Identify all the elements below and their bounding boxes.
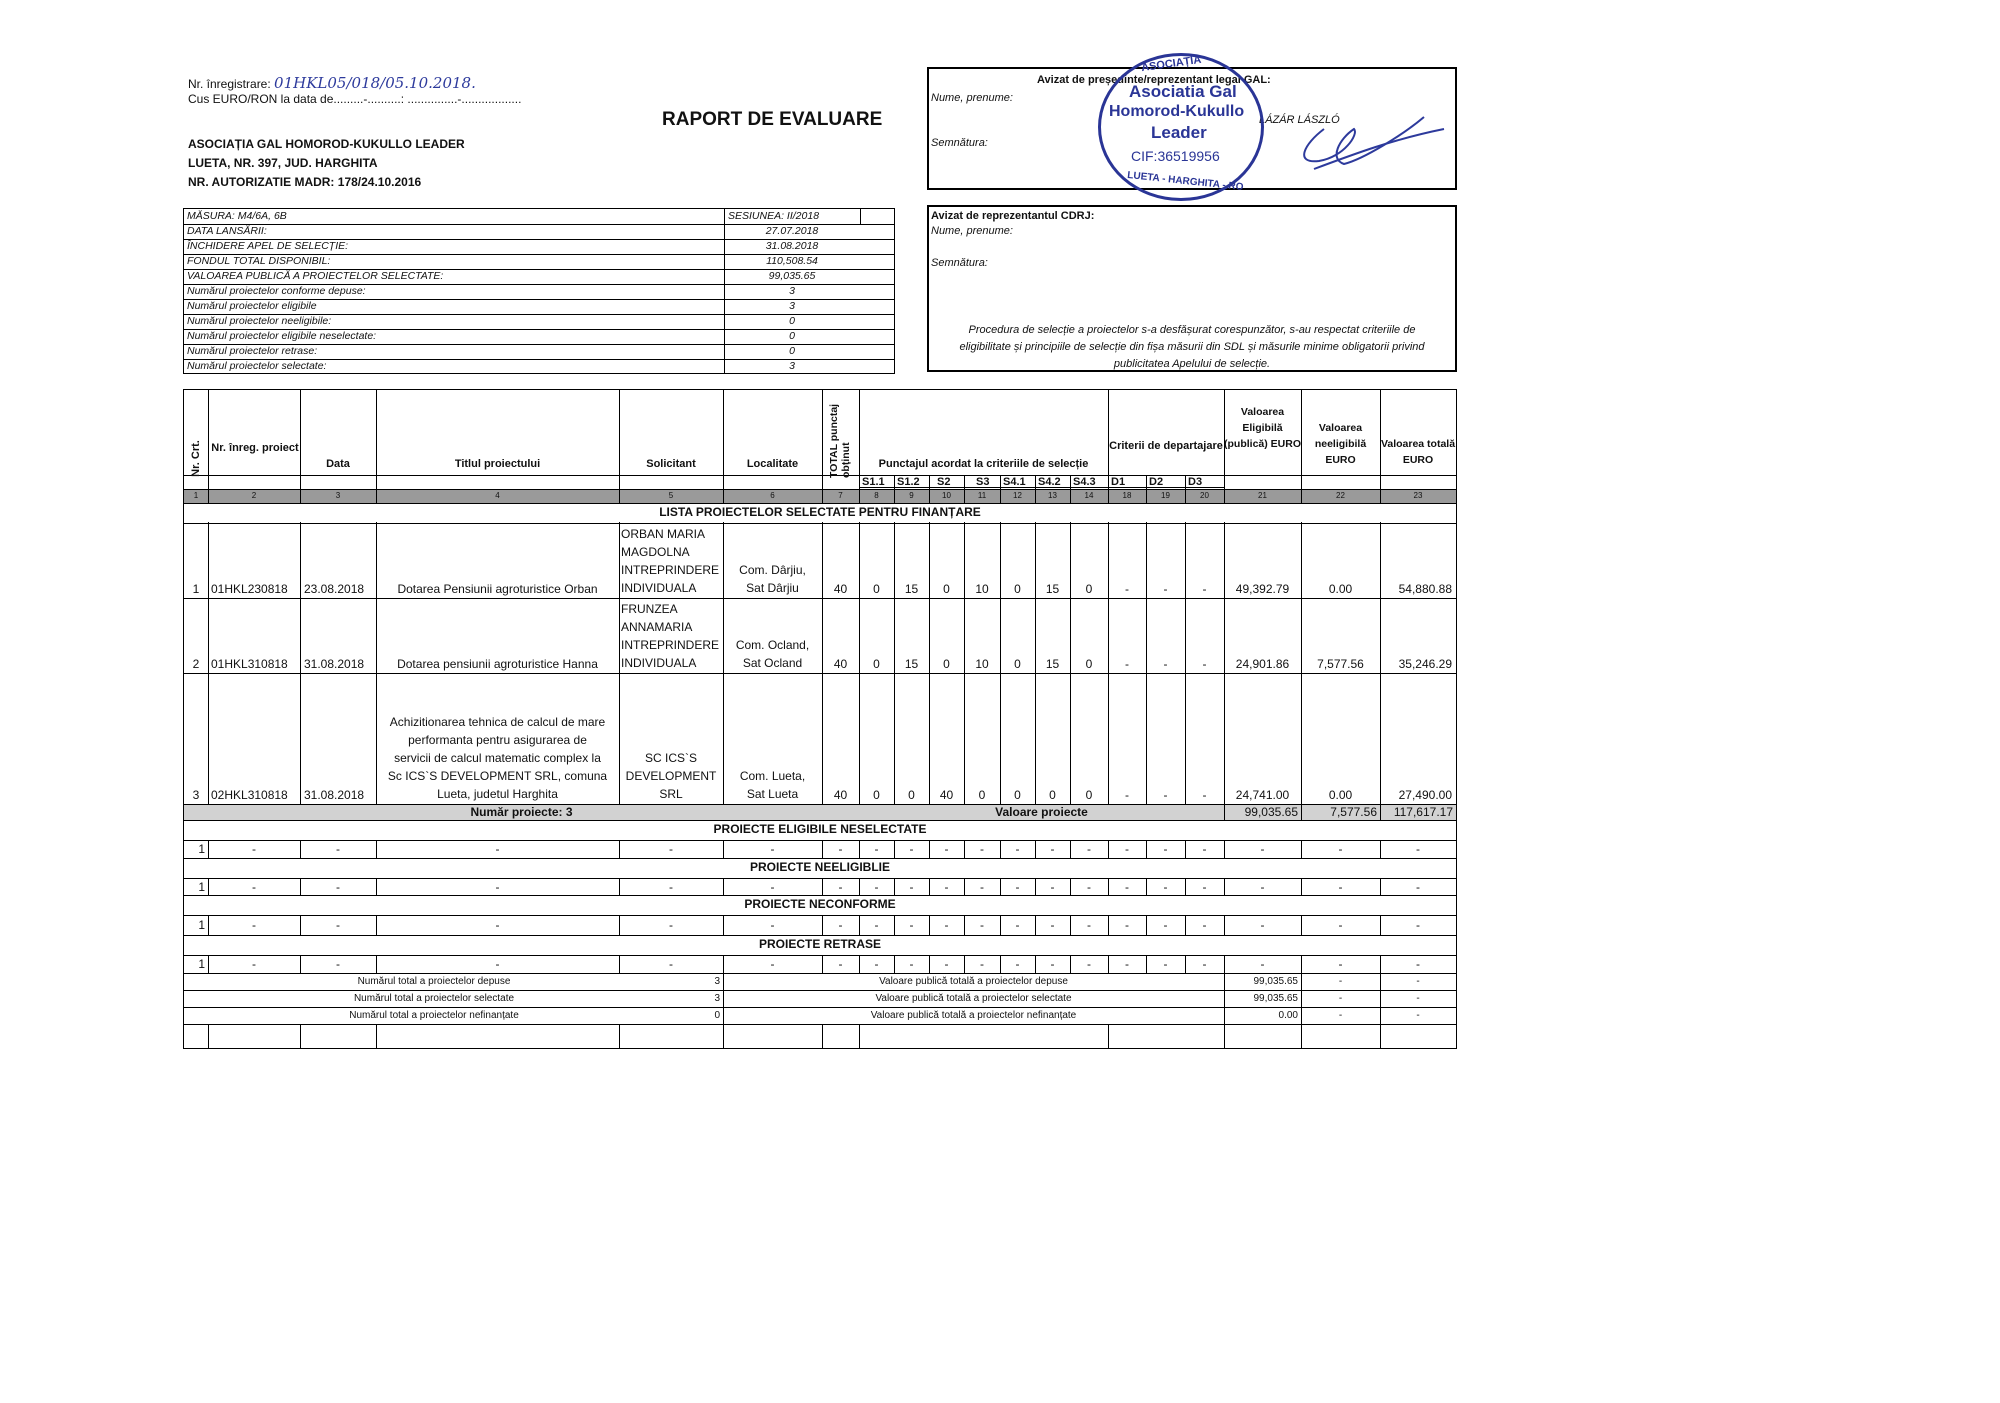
empty-cell: - xyxy=(495,880,500,894)
measure-row-value: 3 xyxy=(789,360,795,372)
organization-stamp xyxy=(1098,53,1264,201)
empty-cell: - xyxy=(336,918,340,932)
header-nr-crt: Nr. Crt. xyxy=(189,440,202,477)
subheader-s3: S3 xyxy=(976,476,990,488)
empty-cell: - xyxy=(874,880,879,894)
value-ineligible: 7,577.56 xyxy=(1317,657,1364,671)
empty-row-nr: 1 xyxy=(198,842,205,856)
empty-cell: - xyxy=(944,880,949,894)
dep-d2: - xyxy=(1163,657,1168,671)
measure-row-label: Numărul proiectelor eligibile xyxy=(187,300,317,312)
project-applicant: FRUNZEA xyxy=(621,602,678,616)
empty-cell: - xyxy=(1338,918,1343,932)
footer-row xyxy=(184,1008,1456,1024)
col-number: 9 xyxy=(909,491,914,500)
empty-cell: - xyxy=(495,957,500,971)
project-locality: Sat Ocland xyxy=(742,656,803,670)
project-date: 31.08.2018 xyxy=(304,657,365,671)
project-locality: Com. Dârjiu, xyxy=(739,563,806,577)
project-nr: 2 xyxy=(192,657,200,671)
summary-ineligible: 7,577.56 xyxy=(1330,805,1377,819)
empty-cell: - xyxy=(1050,957,1055,971)
empty-cell: - xyxy=(1260,842,1265,856)
measure-row-value: 3 xyxy=(789,300,795,312)
footer-dash: - xyxy=(1416,976,1420,987)
project-locality: Com. Ocland, xyxy=(735,638,810,652)
subheader-s4-3: S4.3 xyxy=(1073,476,1096,488)
project-applicant: ANNAMARIA xyxy=(621,620,693,634)
empty-cell: - xyxy=(1202,842,1207,856)
stamp-line-1: Asociatia Gal xyxy=(1129,82,1237,101)
section-ineligible-title: PROIECTE NEELIGIBLIE xyxy=(749,860,890,874)
col-number: 20 xyxy=(1200,491,1209,500)
score-s2: 40 xyxy=(939,788,954,802)
measure-row-value: 0 xyxy=(789,330,795,342)
empty-cell: - xyxy=(1416,918,1420,932)
procedure-line: eligibilitate și principiile de selecție din fișa măsurii din SDL și măsurile minime obligatorii privind xyxy=(959,341,1425,353)
cdrj-title: Avizat de reprezentantul CDRJ: xyxy=(931,210,1095,222)
exchange-rate-line: Cus EURO/RON la data de.........-..........: ...............-.................. xyxy=(188,92,522,106)
empty-cell: - xyxy=(980,957,984,971)
handwritten-signature xyxy=(1284,109,1454,189)
empty-cell: - xyxy=(944,842,949,856)
empty-cell: - xyxy=(1125,880,1129,894)
empty-cell: - xyxy=(980,842,984,856)
empty-cell: - xyxy=(669,842,673,856)
empty-row-nr: 1 xyxy=(198,880,205,894)
project-reg: 01HKL230818 xyxy=(211,582,288,596)
project-value-summary-label: Valoare proiecte xyxy=(995,805,1088,819)
registration-handwritten-value: 01HKL05/018/05.10.2018. xyxy=(274,74,476,92)
empty-cell: - xyxy=(909,842,914,856)
evaluation-table xyxy=(183,389,1457,1049)
project-locality: Sat Dârjiu xyxy=(746,581,799,595)
project-title: Dotarea Pensiunii agroturistice Orban xyxy=(397,582,598,596)
org-address: LUETA, NR. 397, JUD. HARGHITA xyxy=(188,156,378,170)
header-valoare-totala: Valoarea totală EURO xyxy=(1380,438,1456,466)
empty-cell: - xyxy=(1163,957,1168,971)
empty-cell: - xyxy=(1260,880,1265,894)
empty-cell: - xyxy=(1338,842,1343,856)
page-title: RAPORT DE EVALUARE xyxy=(662,109,883,130)
project-applicant: SRL xyxy=(659,787,683,801)
registration-label: Nr. înregistrare: xyxy=(188,77,271,91)
measure-row xyxy=(184,209,894,225)
dep-d2: - xyxy=(1163,582,1168,596)
measure-row-value: 99,035.65 xyxy=(768,270,816,282)
empty-cell: - xyxy=(944,957,949,971)
measure-row-label: ÎNCHIDERE APEL DE SELECȚIE: xyxy=(187,240,349,252)
footer-dash: - xyxy=(1416,993,1420,1004)
section-withdrawn-title: PROIECTE RETRASE xyxy=(758,937,881,951)
empty-cell: - xyxy=(1416,957,1420,971)
dep-d1: - xyxy=(1125,788,1129,802)
score-s4-3: 0 xyxy=(1085,657,1093,671)
score-s1-2: 15 xyxy=(904,582,919,596)
empty-cell: - xyxy=(838,918,843,932)
measure-row-label: Numărul proiectelor eligibile neselectate: xyxy=(187,330,377,342)
gal-approval-title: Avizat de președinte/reprezentant legal GAL: xyxy=(1037,74,1271,86)
header-solicitant: Solicitant xyxy=(646,458,696,470)
footer-dash: - xyxy=(1416,1010,1420,1021)
col-number: 11 xyxy=(977,491,987,500)
empty-cell: - xyxy=(1416,880,1420,894)
empty-cell: - xyxy=(1163,880,1168,894)
project-applicant: INTREPRINDERE xyxy=(621,638,720,652)
col-number: 4 xyxy=(495,491,500,500)
footer-count-label: Numărul total a proiectelor nefinanțate xyxy=(349,1010,519,1021)
table-row xyxy=(184,956,1456,973)
project-total: 40 xyxy=(833,657,848,671)
project-title: servicii de calcul matematic complex la xyxy=(394,751,601,765)
empty-cell: - xyxy=(874,918,879,932)
score-s4-1: 0 xyxy=(1014,788,1021,802)
project-locality: Sat Lueta xyxy=(746,787,799,801)
empty-cell: - xyxy=(669,957,673,971)
project-title: performanta pentru asigurarea de xyxy=(408,733,587,747)
footer-count: 0 xyxy=(714,1010,720,1021)
empty-cell: - xyxy=(1015,842,1020,856)
dep-d2: - xyxy=(1163,788,1168,802)
score-s1-1: 0 xyxy=(873,582,880,596)
empty-cell: - xyxy=(838,842,843,856)
measure-row-value: 0 xyxy=(789,345,795,357)
col-number: 5 xyxy=(668,491,674,500)
col-number: 18 xyxy=(1122,491,1132,500)
dep-d3: - xyxy=(1202,788,1207,802)
procedure-statement xyxy=(929,322,1455,373)
col-number: 1 xyxy=(193,491,199,500)
value-total: 27,490.00 xyxy=(1398,788,1452,802)
empty-cell: - xyxy=(770,842,775,856)
procedure-line: Procedura de selecție a proiectelor s-a desfășurat corespunzător, s-au respectat criteriile de xyxy=(968,324,1416,336)
empty-cell: - xyxy=(874,957,879,971)
empty-row-nr: 1 xyxy=(198,918,205,932)
empty-cell: - xyxy=(669,918,673,932)
empty-cell: - xyxy=(495,842,500,856)
footer-dash: - xyxy=(1338,1010,1343,1021)
empty-cell: - xyxy=(1260,957,1265,971)
project-date: 23.08.2018 xyxy=(304,582,365,596)
empty-cell: - xyxy=(1202,880,1207,894)
score-s4-1: 0 xyxy=(1014,657,1021,671)
empty-cell: - xyxy=(770,880,775,894)
header-nr-inreg: Nr. înreg. proiect xyxy=(211,442,299,454)
empty-cell: - xyxy=(252,918,256,932)
project-applicant: ORBAN MARIA xyxy=(621,527,706,541)
header-criterii: Criterii de departajare xyxy=(1109,440,1223,452)
score-s4-2: 15 xyxy=(1045,657,1060,671)
header-titlu: Titlul proiectului xyxy=(454,458,541,470)
score-s2: 0 xyxy=(943,582,950,596)
score-s4-2: 0 xyxy=(1049,788,1056,802)
empty-cell: - xyxy=(1087,880,1091,894)
value-total: 35,246.29 xyxy=(1398,657,1452,671)
org-name: ASOCIAȚIA GAL HOMOROD-KUKULLO LEADER xyxy=(188,137,465,151)
project-reg: 02HKL310818 xyxy=(211,788,288,802)
project-applicant: INTREPRINDERE xyxy=(621,563,720,577)
empty-cell: - xyxy=(1260,918,1265,932)
col-number: 8 xyxy=(874,491,879,500)
stamp-bottom-text: LUETA - HARGHITA - RO xyxy=(1126,169,1244,194)
score-s1-2: 0 xyxy=(908,788,915,802)
empty-cell: - xyxy=(336,957,340,971)
stamp-line-3: Leader xyxy=(1151,123,1207,142)
empty-cell: - xyxy=(1125,918,1129,932)
footer-value-label: Valoare publică totală a proiectelor nefinanțate xyxy=(870,1010,1077,1021)
score-s2: 0 xyxy=(943,657,950,671)
subheader-s1-1: S1.1 xyxy=(862,476,885,488)
empty-cell: - xyxy=(980,918,984,932)
empty-cell: - xyxy=(669,880,673,894)
value-eligible: 24,741.00 xyxy=(1235,788,1290,802)
project-applicant: SC ICS`S xyxy=(644,751,697,765)
project-reg: 01HKL310818 xyxy=(211,657,288,671)
col-number: 19 xyxy=(1161,491,1170,500)
col-number: 10 xyxy=(942,491,951,500)
cdrj-signature-label: Semnătura: xyxy=(931,257,988,269)
header-localitate: Localitate xyxy=(746,458,799,470)
cdrj-name-label: Nume, prenume: xyxy=(931,225,1013,237)
empty-cell: - xyxy=(1125,957,1129,971)
value-eligible: 24,901.86 xyxy=(1235,657,1290,671)
subheader-s1-2: S1.2 xyxy=(897,476,920,488)
measure-row-label: Numărul proiectelor neeligibile: xyxy=(187,315,332,327)
registration-line xyxy=(188,74,476,92)
empty-cell: - xyxy=(909,957,914,971)
empty-cell: - xyxy=(1015,880,1020,894)
measure-row-value: 27.07.2018 xyxy=(765,225,819,237)
table-row xyxy=(184,879,1456,895)
measure-row-value: 3 xyxy=(789,285,795,297)
project-locality: Com. Lueta, xyxy=(739,769,806,783)
empty-cell: - xyxy=(1202,957,1207,971)
section-eligible-unselected-title: PROIECTE ELIGIBILE NESELECTATE xyxy=(713,822,927,836)
col-number: 21 xyxy=(1258,491,1267,500)
project-title: Sc ICS`S DEVELOPMENT SRL, comuna xyxy=(387,769,608,783)
empty-cell: - xyxy=(1163,842,1168,856)
measure-row-value: 31.08.2018 xyxy=(765,240,819,252)
value-total: 54,880.88 xyxy=(1398,582,1452,596)
dep-d1: - xyxy=(1125,582,1129,596)
footer-count-label: Numărul total a proiectelor depuse xyxy=(357,976,511,987)
col-number: 3 xyxy=(335,491,341,500)
empty-cell: - xyxy=(1416,842,1420,856)
footer-dash: - xyxy=(1338,993,1343,1004)
score-s4-3: 0 xyxy=(1085,788,1093,802)
empty-cell: - xyxy=(874,842,879,856)
col-number: 2 xyxy=(251,491,257,500)
footer-value-label: Valoare publică totală a proiectelor depuse xyxy=(879,976,1068,987)
dep-d3: - xyxy=(1202,582,1207,596)
footer-dash: - xyxy=(1338,976,1343,987)
subheader-s4-2: S4.2 xyxy=(1038,476,1061,488)
dep-d3: - xyxy=(1202,657,1207,671)
empty-cell: - xyxy=(1050,918,1055,932)
empty-cell: - xyxy=(252,880,256,894)
empty-cell: - xyxy=(1087,842,1091,856)
stamp-cif: CIF:36519956 xyxy=(1131,148,1220,164)
empty-cell: - xyxy=(838,957,843,971)
empty-cell: - xyxy=(770,957,775,971)
project-title: Lueta, judetul Harghita xyxy=(437,787,558,801)
empty-cell: - xyxy=(336,842,340,856)
table-row xyxy=(184,917,1456,935)
footer-count: 3 xyxy=(714,976,720,987)
footer-value: 99,035.65 xyxy=(1253,993,1298,1004)
project-applicant: INDIVIDUALA xyxy=(621,656,697,670)
measure-row-label: Numărul proiectelor retrase: xyxy=(187,345,318,357)
score-s1-2: 15 xyxy=(904,657,919,671)
session-label: SESIUNEA: II/2018 xyxy=(728,210,820,222)
empty-cell: - xyxy=(1015,918,1020,932)
measure-row-label: Numărul proiectelor conforme depuse: xyxy=(187,285,366,297)
col-number: 6 xyxy=(770,491,775,500)
empty-cell: - xyxy=(1050,880,1055,894)
empty-cell: - xyxy=(770,918,775,932)
cdrj-approval-box xyxy=(927,205,1457,372)
footer-value: 0.00 xyxy=(1278,1010,1298,1021)
footer-row xyxy=(184,991,1456,1007)
measure-row-label: VALOAREA PUBLICĂ A PROIECTELOR SELECTATE: xyxy=(187,270,444,282)
project-total: 40 xyxy=(833,582,848,596)
header-valoare-neeligibila: Valoarea neeligibilă EURO xyxy=(1314,422,1367,466)
score-s3: 10 xyxy=(975,582,989,596)
empty-cell: - xyxy=(336,880,340,894)
score-s3: 0 xyxy=(978,788,986,802)
header-data: Data xyxy=(326,458,350,470)
selected-projects-title: LISTA PROIECTELOR SELECTATE PENTRU FINANȚARE xyxy=(659,505,981,519)
col-number: 23 xyxy=(1413,491,1423,500)
empty-cell: - xyxy=(1087,957,1091,971)
empty-row-nr: 1 xyxy=(198,957,205,971)
score-s4-2: 15 xyxy=(1045,582,1060,596)
gal-name-label: Nume, prenume: xyxy=(931,92,1013,104)
score-s4-1: 0 xyxy=(1014,582,1021,596)
empty-cell: - xyxy=(838,880,843,894)
score-s1-1: 0 xyxy=(873,657,880,671)
table-row xyxy=(184,841,1456,858)
footer-value-label: Valoare publică totală a proiectelor selectate xyxy=(875,993,1072,1004)
subheader-s2: S2 xyxy=(937,476,951,488)
project-applicant: DEVELOPMENT xyxy=(625,769,717,783)
measure-info-table xyxy=(183,208,895,374)
subheader-s4-1: S4.1 xyxy=(1003,476,1026,488)
empty-cell: - xyxy=(909,880,914,894)
score-s1-1: 0 xyxy=(873,788,880,802)
value-ineligible: 0.00 xyxy=(1328,788,1353,802)
summary-total: 117,617.17 xyxy=(1393,805,1453,819)
empty-cell: - xyxy=(1125,842,1129,856)
empty-cell: - xyxy=(495,918,500,932)
empty-cell: - xyxy=(1163,918,1168,932)
measure-label: MĂSURA: M4/6A, 6B xyxy=(187,210,287,222)
empty-cell: - xyxy=(980,880,984,894)
value-ineligible: 0.00 xyxy=(1328,582,1353,596)
procedure-line: publicitatea Apelului de selecție. xyxy=(1113,358,1271,370)
subheader-d3: D3 xyxy=(1188,476,1203,488)
empty-cell: - xyxy=(1050,842,1055,856)
gal-name-value: LÁZÁR LÁSZLÓ xyxy=(1259,114,1340,126)
section-nonconforming-title: PROIECTE NECONFORME xyxy=(744,897,896,911)
project-applicant: INDIVIDUALA xyxy=(621,581,697,595)
empty-cell: - xyxy=(1015,957,1020,971)
col-number: 14 xyxy=(1084,491,1094,500)
project-title: Achizitionarea tehnica de calcul de mare xyxy=(389,715,606,729)
measure-row-label: Numărul proiectelor selectate: xyxy=(187,360,327,372)
project-applicant: MAGDOLNA xyxy=(621,545,690,559)
stamp-line-2: Homorod-Kukullo xyxy=(1109,103,1245,120)
footer-value: 99,035.65 xyxy=(1253,976,1298,987)
subheader-d2: D2 xyxy=(1149,476,1164,488)
empty-cell: - xyxy=(252,842,256,856)
project-total: 40 xyxy=(833,788,848,802)
empty-cell: - xyxy=(909,918,914,932)
subheader-d1: D1 xyxy=(1111,476,1126,488)
header-valoare-eligibila: Valoarea Eligibilă (publică) EURO xyxy=(1224,406,1302,450)
project-title: Dotarea pensiunii agroturistice Hanna xyxy=(397,657,598,671)
score-s3: 10 xyxy=(975,657,989,671)
col-number: 22 xyxy=(1336,491,1345,500)
footer-count-label: Numărul total a proiectelor selectate xyxy=(353,993,515,1004)
measure-row-label: DATA LANSĂRII: xyxy=(187,225,267,237)
empty-cell: - xyxy=(1338,880,1343,894)
empty-cell: - xyxy=(1202,918,1207,932)
value-eligible: 49,392.79 xyxy=(1235,582,1290,596)
gal-signature-label: Semnătura: xyxy=(931,137,988,149)
footer-row xyxy=(184,974,1456,990)
empty-cell: - xyxy=(1087,918,1091,932)
dep-d1: - xyxy=(1125,657,1129,671)
empty-cell: - xyxy=(252,957,256,971)
project-nr: 3 xyxy=(192,788,200,802)
measure-row-value: 0 xyxy=(789,315,795,327)
measure-row-value: 110,508.54 xyxy=(766,255,818,267)
project-nr: 1 xyxy=(192,582,200,596)
header-total-punctaj: TOTAL punctaj obținut xyxy=(828,403,852,478)
stamp-top-text: ASOCIAȚIA xyxy=(1140,53,1203,75)
col-number: 13 xyxy=(1048,491,1057,500)
empty-cell: - xyxy=(1338,957,1343,971)
project-count-summary: Număr proiecte: 3 xyxy=(470,805,573,819)
measure-row-label: FONDUL TOTAL DISPONIBIL: xyxy=(187,255,331,267)
org-authorization: NR. AUTORIZATIE MADR: 178/24.10.2016 xyxy=(188,175,422,189)
score-s4-3: 0 xyxy=(1085,582,1093,596)
header-punctaj: Punctajul acordat la criteriile de selecție xyxy=(878,458,1089,470)
summary-eligible: 99,035.65 xyxy=(1244,805,1298,819)
col-number: 12 xyxy=(1013,491,1022,500)
empty-cell: - xyxy=(944,918,949,932)
col-number: 7 xyxy=(838,491,843,500)
project-date: 31.08.2018 xyxy=(304,788,365,802)
footer-count: 3 xyxy=(714,993,720,1004)
